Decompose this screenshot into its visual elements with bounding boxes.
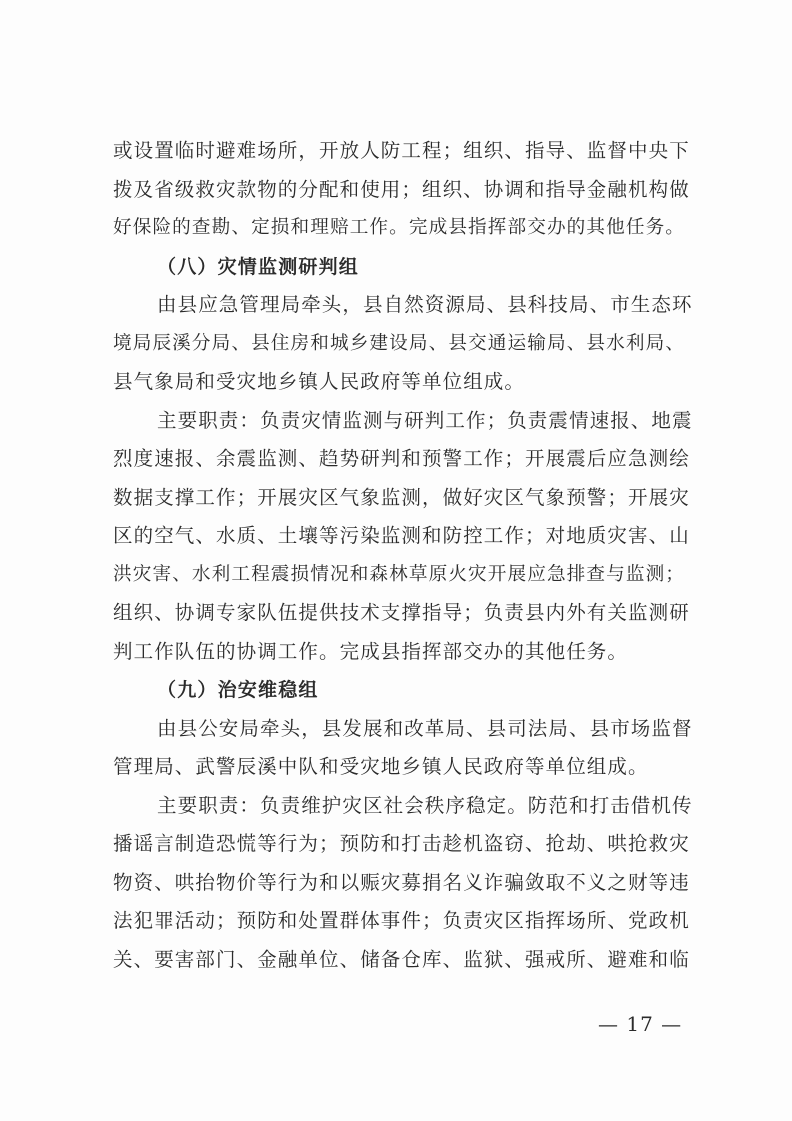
page-number: — 17 — — [598, 1012, 683, 1036]
section-heading-9: （九）治安维稳组 — [157, 679, 319, 701]
body-line: 判工作队伍的协调工作。完成县指挥部交办的其他任务。 — [113, 639, 629, 663]
body-line: 拨及省级救灾款物的分配和使用；组织、协调和指导金融机构做 — [113, 177, 690, 201]
body-line: 洪灾害、水利工程震损情况和森林草原火灾开展应急排查与监测； — [113, 563, 686, 585]
section-heading-8: （八）灾情监测研判组 — [157, 255, 360, 278]
body-line: 主要职责：负责灾情监测与研判工作；负责震情速报、地震 — [157, 408, 693, 432]
body-line: 由县应急管理局牵头，县自然资源局、县科技局、市生态环 — [157, 293, 693, 316]
body-line: 播谣言制造恐慌等行为；预防和打击趁机盗窃、抢劫、哄抢救灾 — [113, 832, 690, 855]
body-line: 数据支撑工作；开展灾区气象监测，做好灾区气象预警；开展灾 — [113, 485, 690, 509]
body-line: 组织、协调专家队伍提供技术支撑指导；负责县内外有关监测研 — [113, 601, 690, 624]
body-line: 由县公安局牵头，县发展和改革局、县司法局、县市场监督 — [157, 716, 693, 740]
body-line: 或设置临时避难场所，开放人防工程；组织、指导、监督中央下 — [113, 139, 690, 162]
body-line: 县气象局和受灾地乡镇人民政府等单位组成。 — [113, 370, 526, 393]
body-line: 好保险的查勘、定损和理赔工作。完成县指挥部交办的其他任务。 — [113, 217, 686, 238]
document-body — [113, 132, 693, 979]
body-line: 区的空气、水质、土壤等污染监测和防控工作；对地质灾害、山 — [113, 524, 690, 547]
body-line: 物资、哄抬物价等行为和以赈灾募捐名义诈骗敛取不义之财等违 — [113, 870, 690, 894]
body-line: 境局辰溪分局、县住房和城乡建设局、县交通运输局、县水利局、 — [113, 332, 686, 354]
body-line: 法犯罪活动；预防和处置群体事件；负责灾区指挥场所、党政机 — [113, 909, 690, 932]
body-line: 烈度速报、余震监测、趋势研判和预警工作；开展震后应急测绘 — [113, 447, 690, 470]
body-line: 管理局、武警辰溪中队和受灾地乡镇人民政府等单位组成。 — [113, 755, 649, 778]
body-line: 主要职责：负责维护灾区社会秩序稳定。防范和打击借机传 — [157, 793, 693, 817]
body-line: 关、要害部门、金融单位、储备仓库、监狱、强戒所、避难和临 — [113, 947, 690, 971]
